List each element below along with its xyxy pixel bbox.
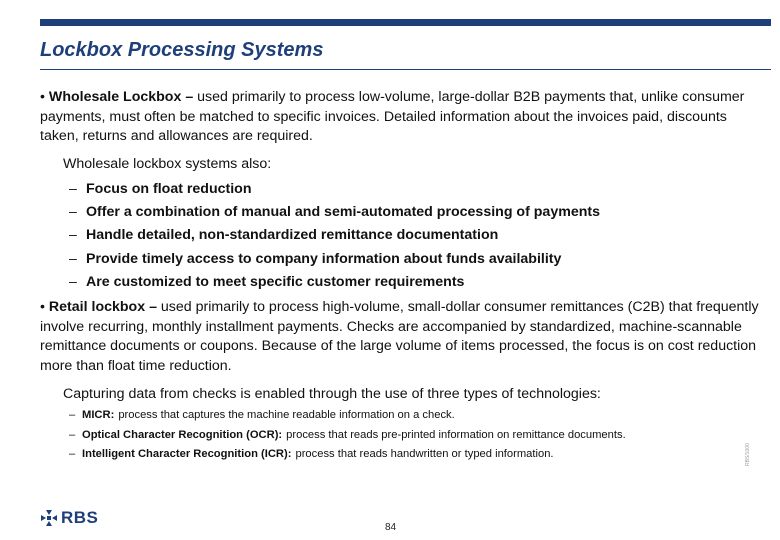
tech-text: process that reads pre-printed information on remittance documents.	[286, 428, 626, 441]
term-separator: –	[145, 299, 161, 315]
wholesale-term: Wholesale Lockbox	[48, 89, 182, 105]
retail-intro: Capturing data from checks is enabled through the use of three types of technologies:	[63, 386, 601, 402]
wholesale-list	[69, 178, 600, 294]
list-item	[69, 445, 626, 465]
dash: –	[69, 204, 77, 221]
slide-title: Lockbox Processing Systems	[40, 39, 324, 61]
top-rule	[40, 19, 771, 26]
bullet: •	[40, 89, 45, 105]
wholesale-intro: Wholesale lockbox systems also:	[63, 156, 272, 172]
logo-text: RBS	[61, 508, 99, 527]
retail-term: Retail lockbox	[48, 299, 146, 315]
list-item-text: Are customized to meet specific customer requirements	[86, 273, 465, 290]
dash: –	[69, 273, 77, 290]
dash: –	[69, 448, 76, 460]
list-item-text: Focus on float reduction	[86, 181, 252, 197]
dash: –	[69, 181, 77, 197]
tech-term: Intelligent Character Recognition (ICR):	[82, 448, 292, 460]
wholesale-text: used primarily to process low-volume, large-dollar B2B payments that, unlike consumer payments, must often be matched to specific invoices. Detailed information about the invoices paid, discounts taken, returns and allowances are required.	[40, 89, 745, 144]
retail-paragraph	[40, 298, 765, 376]
wholesale-paragraph	[40, 88, 765, 147]
rbs-daisy-logo-icon	[40, 509, 58, 527]
list-item	[69, 224, 600, 247]
list-item-text: Provide timely access to company information about funds availability	[86, 250, 562, 267]
list-item	[69, 178, 600, 201]
tech-term: Optical Character Recognition (OCR):	[82, 428, 283, 441]
technology-list	[69, 406, 626, 465]
list-item	[69, 248, 600, 271]
tech-term: MICR:	[82, 409, 115, 421]
list-item	[69, 426, 626, 446]
dash: –	[69, 250, 77, 267]
list-item	[69, 406, 626, 426]
dash: –	[69, 428, 76, 441]
side-code: RBS/1000	[745, 443, 751, 466]
tech-text: process that reads handwritten or typed information.	[295, 448, 554, 460]
dash: –	[69, 409, 76, 421]
tech-text: process that captures the machine readable information on a check.	[118, 409, 455, 421]
term-separator: –	[181, 89, 198, 105]
title-rule	[40, 69, 771, 70]
page-number: 84	[385, 522, 397, 533]
list-item	[69, 271, 600, 294]
list-item-text: Handle detailed, non-standardized remittance documentation	[86, 227, 499, 244]
rbs-logo	[40, 508, 98, 528]
list-item-text: Offer a combination of manual and semi-automated processing of payments	[86, 204, 600, 221]
bullet: •	[40, 299, 45, 315]
dash: –	[69, 227, 77, 244]
retail-text: used primarily to process high-volume, small-dollar consumer remittances (C2B) that frequently involve recurring, monthly installment payments. Checks are accompanied by standardized, machine-scannable remittance documents or coupons. Because of the large volume of items processed, the focus is on cost reduction more than float time reduction.	[40, 299, 759, 374]
list-item	[69, 201, 600, 224]
